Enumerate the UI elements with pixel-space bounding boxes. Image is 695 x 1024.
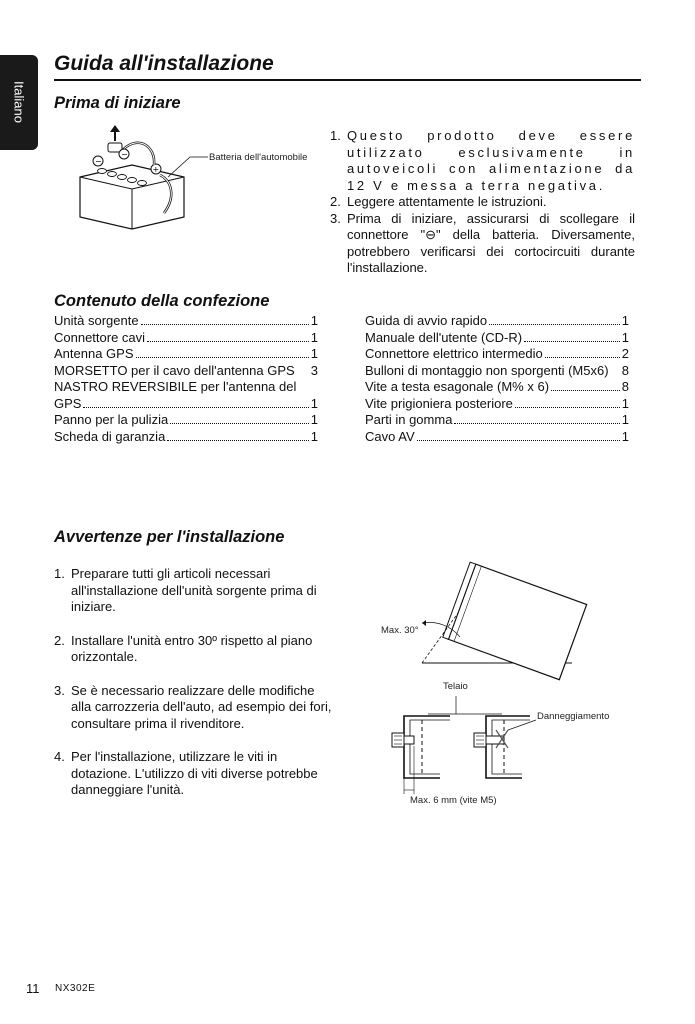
item-qty: 1 — [621, 313, 629, 328]
item-name: Unità sorgente — [54, 313, 139, 328]
item-name: Parti in gomma — [365, 412, 453, 427]
item-name: MORSETTO per il cavo dell'antenna GPS — [54, 362, 295, 378]
item-qty: 2 — [621, 346, 629, 361]
item-name: Antenna GPS — [54, 346, 134, 361]
contents-item — [365, 396, 629, 413]
screw-diagram — [390, 690, 570, 795]
list-item — [54, 683, 336, 733]
item-qty: 1 — [621, 428, 629, 444]
dot-leader — [167, 440, 308, 441]
item-number: 2. — [330, 194, 341, 209]
item-number: 1. — [54, 566, 65, 581]
contents-item — [54, 379, 318, 396]
contents-item — [365, 346, 629, 363]
angle-label: Max. 30° — [381, 625, 419, 636]
item-qty: 1 — [310, 428, 318, 444]
contents-item — [54, 429, 318, 446]
item-name: Cavo AV — [365, 428, 415, 444]
battery-illustration — [72, 125, 212, 225]
section-heading-contents: Contenuto della confezione — [54, 292, 270, 310]
contents-item — [365, 313, 629, 330]
item-name: Panno per la pulizia — [54, 412, 169, 427]
dot-leader — [83, 407, 308, 408]
title-divider — [54, 79, 641, 81]
item-qty: 1 — [621, 395, 629, 411]
item-name: Connettore elettrico intermedio — [365, 346, 543, 361]
item-name: Manuale dell'utente (CD-R) — [365, 329, 523, 345]
contents-list-left — [54, 313, 318, 445]
dot-leader — [141, 324, 309, 325]
item-name: Connettore cavi — [54, 329, 146, 345]
item-number: 3. — [330, 210, 341, 226]
item-text: Leggere attentamente le istruzioni. — [347, 194, 547, 209]
item-qty: 1 — [310, 395, 318, 411]
page-title: Guida all'installazione — [54, 52, 274, 75]
screw-label: Max. 6 mm (vite M5) — [410, 795, 497, 806]
list-item — [54, 633, 336, 666]
svg-text:−: − — [95, 157, 102, 166]
dot-leader — [417, 440, 620, 441]
item-qty: 1 — [310, 412, 318, 427]
item-text: Prima di iniziare, assicurarsi di scollegare il connettore "⊖" della batteria. Diversamente, potrebbero verificarsi dei cortocircuiti durante l'installazione. — [347, 210, 635, 275]
contents-item — [365, 412, 629, 429]
item-name: Guida di avvio rapido — [365, 313, 488, 328]
damage-label: Danneggiamento — [537, 711, 610, 722]
item-number: 1. — [330, 128, 341, 143]
dot-leader — [170, 423, 309, 424]
contents-item — [365, 429, 629, 446]
dot-leader — [454, 423, 619, 424]
contents-item — [54, 363, 318, 380]
item-name: GPS — [54, 395, 82, 411]
item-name: Vite a testa esagonale (M% x 6) — [365, 379, 550, 394]
item-qty: 1 — [621, 329, 629, 345]
item-qty: 8 — [621, 379, 629, 394]
item-text: Questo prodotto deve essere utilizzato esclusivamente in autoveicoli con alimentazione da 12 V e messa a terra negativa. — [347, 128, 635, 193]
angle-diagram — [400, 555, 580, 670]
contents-item — [54, 396, 318, 413]
contents-item — [54, 313, 318, 330]
page-number: 11 — [26, 981, 40, 996]
item-name: NASTRO REVERSIBILE per l'antenna del — [54, 379, 297, 394]
item-qty: 8 — [621, 362, 629, 378]
section-heading-before: Prima di iniziare — [54, 94, 181, 112]
list-item — [330, 194, 635, 211]
language-tab-label: Italiano — [11, 81, 27, 123]
contents-item — [365, 363, 629, 380]
item-text: Se è necessario realizzare delle modifiche alla carrozzeria dell'auto, ad esempio dei fori, consultare prima il rivenditore. — [71, 682, 332, 731]
section-heading-warnings: Avvertenze per l'installazione — [54, 528, 285, 546]
dot-leader — [136, 357, 309, 358]
dot-leader — [515, 407, 620, 408]
item-qty: 3 — [310, 362, 318, 378]
svg-text:−: − — [121, 150, 128, 159]
frame-label: Telaio — [443, 681, 468, 692]
item-qty: 1 — [310, 329, 318, 345]
item-text: Preparare tutti gli articoli necessari all'installazione dell'unità sorgente prima di iniziare. — [71, 566, 317, 614]
item-text: Installare l'unità entro 30º rispetto al piano orizzontale. — [71, 632, 313, 664]
svg-text:+: + — [152, 165, 160, 174]
item-qty: 1 — [310, 313, 318, 328]
item-number: 3. — [54, 682, 65, 698]
list-item — [330, 128, 635, 194]
list-item — [54, 749, 336, 799]
contents-item — [54, 330, 318, 347]
contents-item — [365, 330, 629, 347]
item-number: 2. — [54, 632, 65, 648]
contents-list-right — [365, 313, 629, 445]
item-name: Vite prigioniera posteriore — [365, 395, 513, 411]
item-text: Per l'installazione, utilizzare le viti in dotazione. L'utilizzo di viti diverse potrebbe danneggiare l'unità. — [71, 749, 318, 797]
dot-leader — [524, 341, 620, 342]
item-number: 4. — [54, 749, 65, 764]
battery-label: Batteria dell'automobile — [209, 152, 308, 163]
contents-item — [365, 379, 629, 396]
contents-item — [54, 346, 318, 363]
language-tab[interactable] — [0, 55, 38, 150]
dot-leader — [489, 324, 620, 325]
contents-item — [54, 412, 318, 429]
dot-leader — [551, 390, 620, 391]
item-name: Bulloni di montaggio non sporgenti (M5x6) — [365, 362, 609, 378]
dot-leader — [147, 341, 309, 342]
item-qty: 1 — [310, 346, 318, 361]
item-name: Scheda di garanzia — [54, 428, 166, 444]
model-name: NX302E — [55, 983, 96, 994]
list-item — [330, 211, 635, 277]
warnings-list — [54, 566, 336, 816]
list-item — [54, 566, 336, 616]
item-qty: 1 — [621, 412, 629, 427]
before-list — [330, 128, 635, 277]
dot-leader — [545, 357, 620, 358]
